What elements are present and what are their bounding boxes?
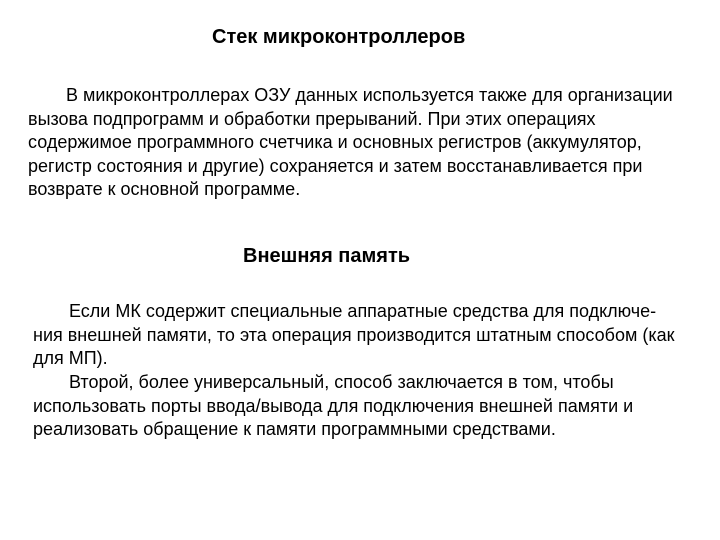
paragraph-stack: В микроконтроллерах ОЗУ данных используется также для организации вызова подпрограмм и обработки прерываний. При этих операциях содержимое программного счетчика и основных регистров (аккумулятор, регистр состояния и другие) сохраняется и затем восстанавливается при возврате к основной программе. bbox=[28, 85, 673, 199]
paragraph-external-memory-1: Если МК содержит специальные аппаратные средства для подключе-ния внешней памяти, то эта операция производится штатным способом (как для МП). bbox=[33, 301, 675, 368]
heading-stack: Стек микроконтроллеров bbox=[212, 26, 466, 48]
heading-external-memory: Внешняя память bbox=[243, 245, 411, 267]
paragraph-external-memory-2: Второй, более универсальный, способ заключается в том, чтобы использовать порты ввода/вывода для подключения внешней памяти и реализовать обращение к памяти программными средствами. bbox=[33, 372, 634, 439]
